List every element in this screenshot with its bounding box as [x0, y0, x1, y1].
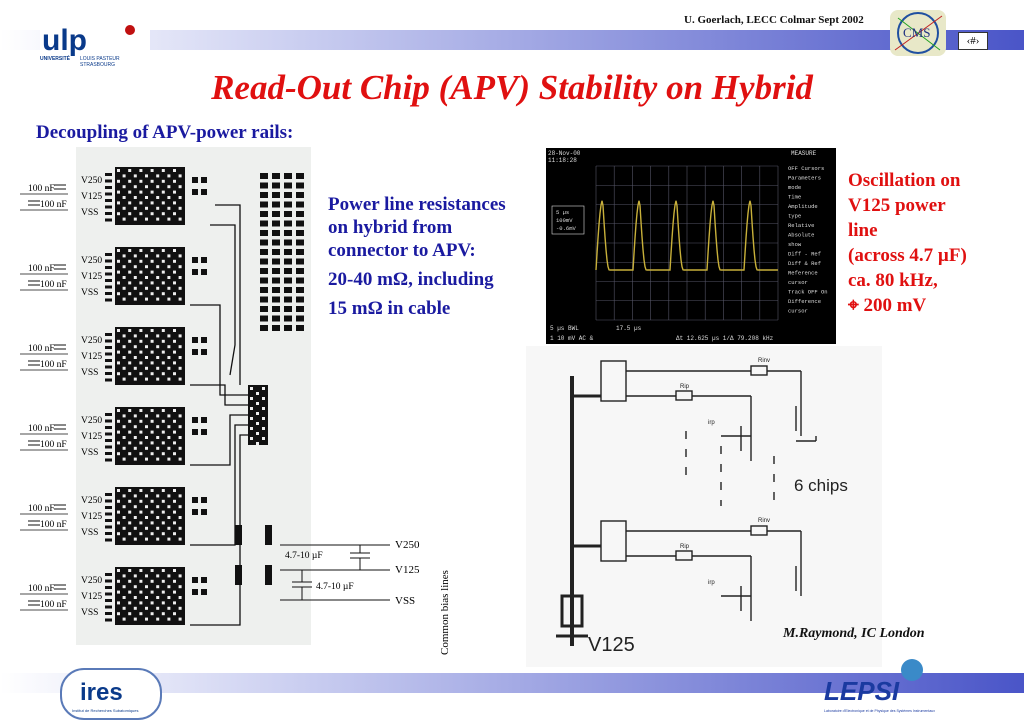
svg-text:V250: V250: [81, 416, 103, 426]
svg-text:100 nF: 100 nF: [40, 200, 67, 210]
svg-text:show: show: [788, 241, 802, 248]
header-credit: U. Goerlach, LECC Colmar Sept 2002: [684, 14, 864, 26]
svg-text:28-Nov-00: 28-Nov-00: [548, 150, 581, 157]
bus-label-v250: V250: [395, 539, 420, 551]
svg-text:Reference: Reference: [788, 269, 818, 277]
svg-text:Diff - Ref: Diff - Ref: [788, 250, 822, 258]
svg-text:V250: V250: [81, 176, 103, 186]
schematic-credit: M.Raymond, IC London: [783, 626, 925, 641]
svg-text:11:18:28: 11:18:28: [548, 157, 577, 164]
svg-text:Rip: Rip: [680, 544, 690, 550]
svg-text:V125: V125: [81, 272, 103, 282]
svg-text:V250: V250: [81, 576, 103, 586]
decoupling-caps: [20, 496, 102, 538]
osc-line-4: (across 4.7 µF): [848, 245, 967, 266]
svg-text:irp: irp: [708, 580, 715, 586]
svg-text:V250: V250: [81, 336, 103, 346]
svg-text:CMS: CMS: [903, 25, 931, 40]
bulk-cap-label-1: 4.7-10 µF: [285, 551, 323, 561]
svg-text:V125: V125: [81, 352, 103, 362]
svg-text:100 nF: 100 nF: [28, 584, 55, 594]
resistance-text: [328, 193, 528, 320]
svg-text:cursor: cursor: [788, 279, 808, 286]
osc-line-1: Oscillation on: [848, 170, 961, 191]
decoupling-caps: [20, 576, 102, 618]
ulp-logo-mark: ulp: [42, 24, 87, 57]
svg-text:Institut de Recherches Subatom: Institut de Recherches Subatomiques: [72, 708, 139, 713]
svg-text:1 10 mV AC &: 1 10 mV AC &: [550, 335, 594, 342]
svg-text:100 nF: 100 nF: [28, 504, 55, 514]
svg-text:100 nF: 100 nF: [40, 360, 67, 370]
decoupling-caps: [20, 256, 102, 298]
svg-text:Absolute: Absolute: [788, 231, 815, 239]
svg-text:LOUIS PASTEUR: LOUIS PASTEUR: [80, 56, 120, 62]
osc-line-5: ca. 80 kHz,: [848, 270, 938, 291]
page-title: Read-Out Chip (APV) Stability on Hybrid: [211, 68, 813, 107]
svg-text:V250: V250: [81, 496, 103, 506]
bus-label-v125: V125: [395, 564, 420, 576]
svg-text:VSS: VSS: [81, 448, 99, 458]
bus-label-vss: VSS: [395, 595, 416, 607]
resistance-para-2: 20-40 mΩ, including: [328, 269, 494, 290]
header-band: [0, 30, 1024, 50]
svg-text:Relative: Relative: [788, 222, 815, 229]
svg-text:5 µs: 5 µs: [556, 209, 570, 216]
svg-text:STRASBOURG: STRASBOURG: [80, 62, 116, 68]
decoupling-caps: [20, 336, 102, 378]
decoupling-caps: [20, 176, 102, 218]
resistance-para-3: 15 mΩ in cable: [328, 298, 451, 319]
decoupling-caps: [20, 416, 102, 458]
ulp-logo: [40, 18, 150, 68]
svg-text:100 nF: 100 nF: [28, 424, 55, 434]
power-schematic: [526, 346, 882, 667]
osc-line-6: 200 mV: [863, 295, 927, 316]
svg-text:irp: irp: [708, 420, 715, 426]
svg-text:Rip: Rip: [680, 384, 690, 390]
svg-text:100 nF: 100 nF: [28, 344, 55, 354]
svg-text:LEPSI: LEPSI: [824, 676, 900, 706]
svg-text:cursor: cursor: [788, 307, 808, 315]
svg-text:V125: V125: [81, 592, 103, 602]
chips-label: 6 chips: [794, 476, 848, 495]
svg-text:mode: mode: [788, 184, 802, 191]
svg-text:VSS: VSS: [81, 208, 99, 218]
svg-text:VSS: VSS: [81, 288, 99, 298]
subtitle: Decoupling of APV-power rails:: [36, 122, 294, 143]
svg-text:100 nF: 100 nF: [40, 280, 67, 290]
svg-text:5 µs BWL: 5 µs BWL: [550, 325, 579, 332]
svg-text:type: type: [788, 212, 802, 220]
svg-text:Parameters: Parameters: [788, 174, 822, 182]
svg-text:Rinv: Rinv: [758, 518, 771, 524]
page-number: ‹#›: [958, 32, 988, 50]
common-bias-label: Common bias lines: [439, 570, 451, 655]
svg-text:17.5 µs: 17.5 µs: [616, 325, 642, 332]
oscillation-text: [848, 168, 1018, 318]
svg-text:100mV: 100mV: [556, 217, 573, 224]
svg-text:V125: V125: [81, 512, 103, 522]
svg-text:ires: ires: [80, 679, 123, 706]
svg-text:Track OFF On: Track OFF On: [788, 288, 828, 296]
crosshair-icon: ⌖: [848, 295, 859, 316]
svg-text:100 nF: 100 nF: [40, 600, 67, 610]
osc-line-2: V125 power: [848, 195, 946, 216]
svg-text:VSS: VSS: [81, 528, 99, 538]
svg-text:OFF Cursors: OFF Cursors: [788, 165, 825, 172]
svg-text:VSS: VSS: [81, 608, 99, 618]
resistance-para-1: Power line resistances on hybrid from connector to APV:: [328, 194, 506, 261]
svg-text:Rinv: Rinv: [758, 358, 771, 364]
osc-line-3: line: [848, 220, 878, 241]
svg-text:Amplitude: Amplitude: [788, 203, 818, 210]
cms-logo: [890, 10, 946, 56]
svg-text:Δt 12.625 µs 1/Δ 79.20: Δt 12.625 µs 1/Δ 79.208 kHz: [676, 335, 774, 342]
svg-text:V125: V125: [81, 192, 103, 202]
svg-text:UNIVERSITÉ: UNIVERSITÉ: [40, 56, 71, 62]
svg-text:100 nF: 100 nF: [40, 440, 67, 450]
lepsi-logo: [820, 656, 960, 716]
svg-text:100 nF: 100 nF: [40, 520, 67, 530]
svg-text:Laboratoire d'Electronique et: Laboratoire d'Electronique et de Physique des Systèmes Instrumentaux: [824, 709, 935, 713]
svg-text:V250: V250: [81, 256, 103, 266]
svg-text:MEASURE: MEASURE: [791, 150, 817, 157]
v125-rail-label: V125: [588, 634, 635, 656]
bulk-cap-label-2: 4.7-10 µF: [316, 582, 354, 592]
svg-text:V125: V125: [81, 432, 103, 442]
svg-text:100 nF: 100 nF: [28, 184, 55, 194]
svg-text:-0.6mV: -0.6mV: [556, 225, 576, 232]
svg-text:Diff & Ref: Diff & Ref: [788, 260, 822, 267]
oscilloscope-screenshot: [546, 148, 836, 344]
svg-text:VSS: VSS: [81, 368, 99, 378]
svg-text:Time: Time: [788, 193, 802, 201]
svg-text:Difference: Difference: [788, 298, 822, 305]
svg-text:100 nF: 100 nF: [28, 264, 55, 274]
ires-logo: [60, 668, 162, 720]
